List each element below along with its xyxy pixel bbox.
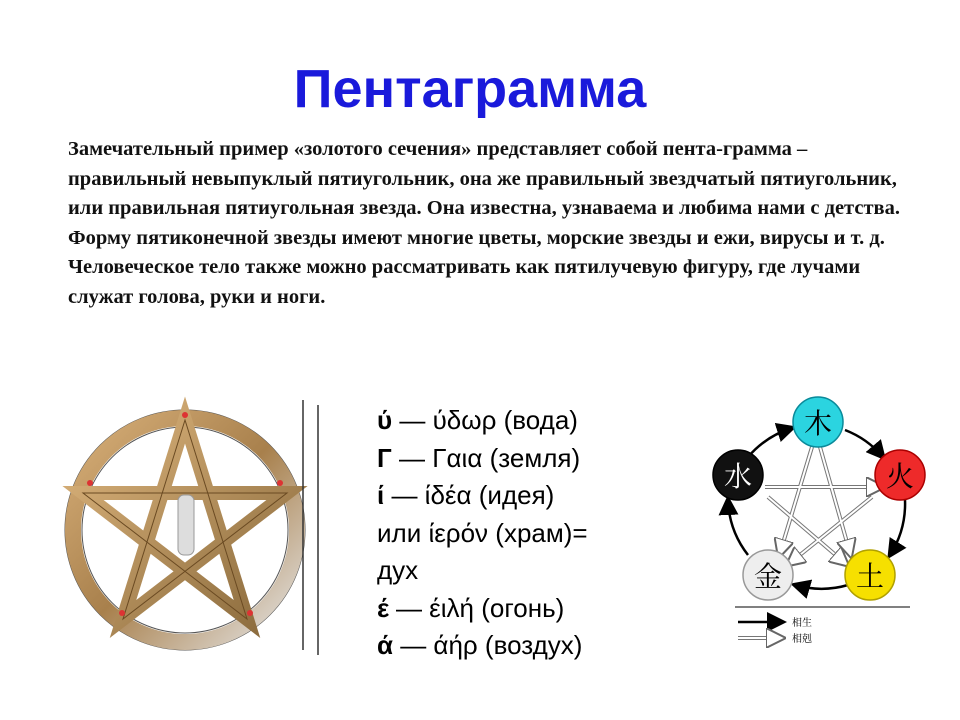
greek-line-fire: έ — έιλή (огонь) xyxy=(377,592,565,623)
legend-overcoming: 相剋 xyxy=(792,634,812,645)
slide-title: Пентаграмма xyxy=(293,59,647,119)
element-wood xyxy=(793,397,843,447)
greek-line-idea: ί — ίδέα (идея) xyxy=(377,480,555,510)
greek-line-spirit: дух xyxy=(377,555,419,585)
wuxing-diagram xyxy=(700,395,930,655)
element-earth xyxy=(845,550,895,600)
pentagram-illustration xyxy=(60,395,330,665)
wuxing-legend xyxy=(735,607,910,645)
element-fire xyxy=(875,450,925,500)
svg-text:土: 土 xyxy=(855,560,885,593)
svg-text:木: 木 xyxy=(803,407,833,440)
element-water xyxy=(713,450,763,500)
legend-generating: 相生 xyxy=(792,618,812,629)
svg-text:火: 火 xyxy=(885,460,915,493)
greek-line-temple: или ίερόν (храм)= xyxy=(377,517,588,548)
center-figure xyxy=(178,495,194,555)
greek-line-water: ύ — ύδωρ (вода) xyxy=(377,405,578,435)
svg-text:金: 金 xyxy=(753,560,783,593)
greek-elements-list xyxy=(377,402,677,665)
svg-text:水: 水 xyxy=(723,460,753,493)
intro-paragraph: Замечательный пример «золотого сечения» представляет собой пента-грамма – правильный невыпуклый пятиугольник, она же правильный звездчатый пятиугольник, или правильная пятиугольная звезда. Она известна, узнаваема и любима нами с детства. Форму пятиконечной звезды имеют многие цветы, морские звезды и ежи, вирусы и т. д. Человеческое тело также можно рассматривать как пятилучевую фигуру, где лучами служат голова, руки и ноги. xyxy=(68,138,900,308)
greek-line-air: ά — άήρ (воздух) xyxy=(377,630,583,660)
element-metal xyxy=(743,550,793,600)
greek-line-earth: Г — Γαια (земля) xyxy=(377,442,581,473)
